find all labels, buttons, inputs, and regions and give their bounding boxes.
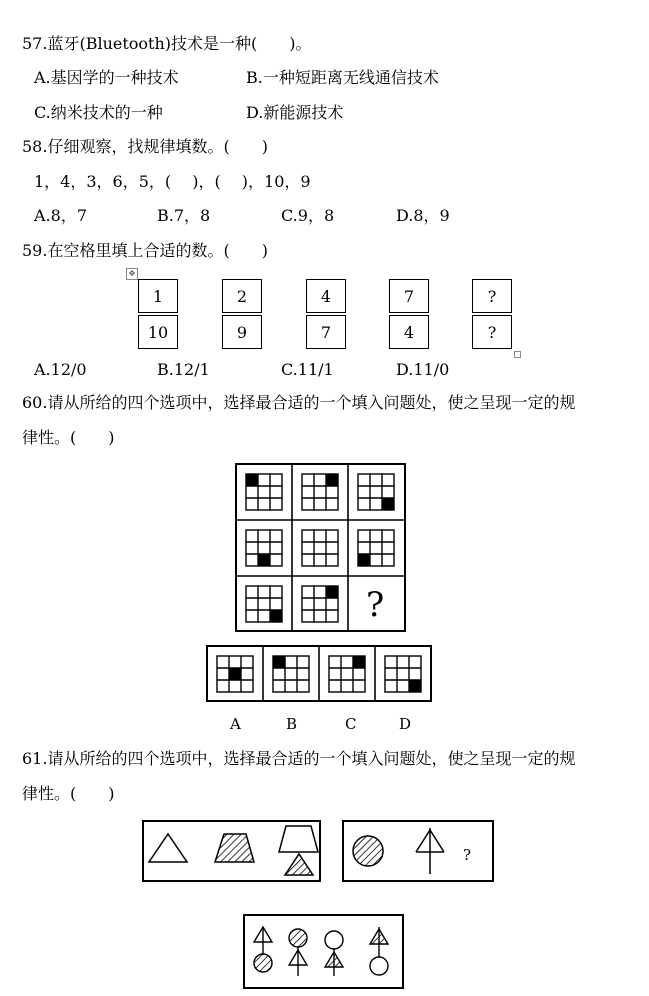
q61-option-1-figure [254,927,272,972]
q58-option-a: A.8，7 [34,206,88,225]
pair3-top: 4 [306,279,346,313]
q60-label-a: A [230,715,241,733]
q61-option-3-figure [325,931,343,976]
hatched-triangle-shape [285,854,313,875]
pair1-bottom: 10 [138,315,178,349]
q60-label-c: C [345,715,357,733]
pair4-top: 7 [389,279,429,313]
q60-label-b: B [286,715,298,733]
q60-option-a-figure [217,656,253,692]
hatched-trapezoid-shape [215,834,254,862]
q58-option-b: B.7，8 [157,206,211,225]
q58-sequence: 1，4，3，6，5，( )，( )，10，9 [34,172,311,191]
q61-stem-line1: 61.请从所给的四个选项中，选择最合适的一个填入问题处，使之呈现一定的规 [22,749,576,768]
q57-option-a: A.基因学的一种技术 [34,68,179,87]
pair5-bottom: ? [472,315,512,349]
trapezoid-shape [279,826,318,852]
matrix-r3c1 [246,586,282,622]
pair5-top: ? [472,279,512,313]
q60-option-d-figure [385,656,421,692]
q60-option-b-figure [273,656,309,692]
matrix-r2c1 [246,530,282,566]
q57-option-d: D.新能源技术 [246,103,344,122]
q57-option-b: B.一种短距离无线通信技术 [246,68,439,87]
q61-stem-line2: 律性。( ) [22,784,115,803]
q60-stem-line1: 60.请从所给的四个选项中，选择最合适的一个填入问题处，使之呈现一定的规 [22,393,576,412]
matrix-r2c3 [358,530,394,566]
table-move-handle-icon[interactable]: ✥ [126,268,138,280]
pair2-top: 2 [222,279,262,313]
q59-option-a: A.12/0 [34,360,87,379]
q57-stem: 57.蓝牙(Bluetooth)技术是一种( )。 [22,34,312,53]
q58-option-d: D.8，9 [396,206,450,225]
pair1-top: 1 [138,279,178,313]
q58-option-c: C.9，8 [281,206,335,225]
matrix-r1c2 [302,474,338,510]
q59-option-c: C.11/1 [281,360,334,379]
q61-question-mark: ? [463,846,472,864]
pair2-bottom: 9 [222,315,262,349]
matrix-r1c1 [246,474,282,510]
q60-option-c-figure [329,656,365,692]
q57-option-c: C.纳米技术的一种 [34,103,163,122]
q58-stem: 58.仔细观察，找规律填数。( ) [22,137,268,156]
q61-option-2-figure [289,929,307,976]
matrix-r1c3 [358,474,394,510]
q59-stem: 59.在空格里填上合适的数。( ) [22,241,268,260]
pair3-bottom: 7 [306,315,346,349]
arrow-up-shape [416,828,444,874]
q61-option-4-figure [370,927,388,975]
matrix-r2c2 [302,530,338,566]
hatched-circle-shape [353,836,383,866]
q59-option-d: D.11/0 [396,360,450,379]
triangle-shape [149,834,187,862]
q60-stem-line2: 律性。( ) [22,428,115,447]
q59-option-b: B.12/1 [157,360,210,379]
matrix-r3c2 [302,586,338,622]
q60-label-d: D [399,715,412,733]
q60-question-mark: ? [366,585,385,625]
pair4-bottom: 4 [389,315,429,349]
